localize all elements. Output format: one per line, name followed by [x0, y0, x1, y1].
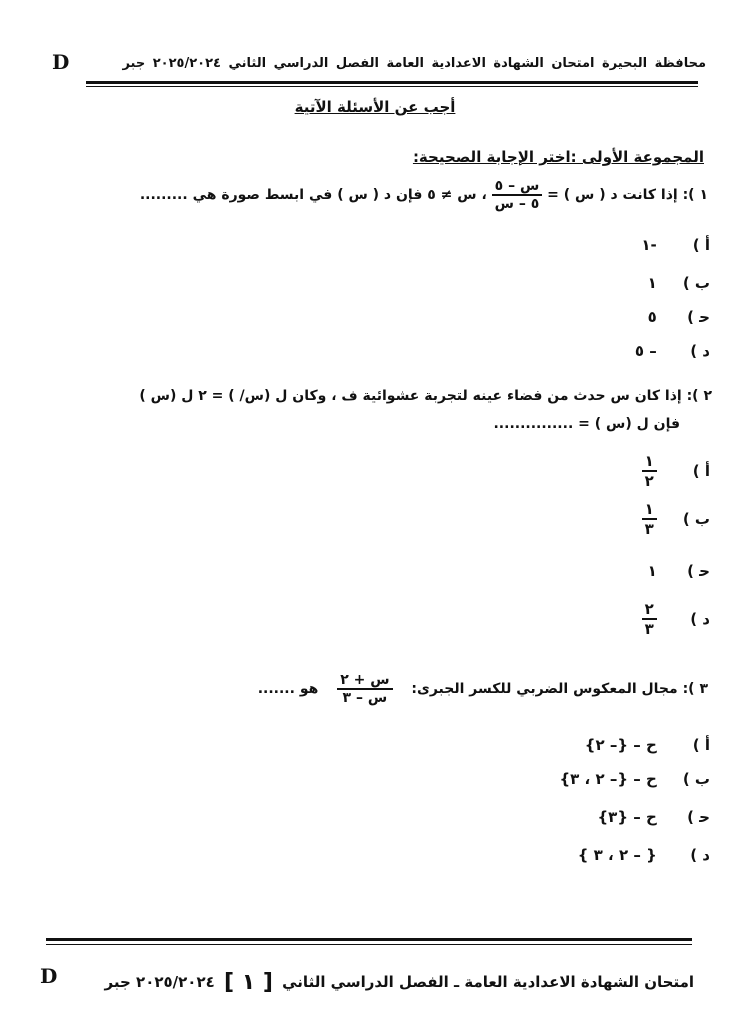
- footer-rule-thin: [46, 944, 692, 945]
- option-label: ب ): [682, 274, 710, 292]
- option-value: ح – {– ٢}: [584, 736, 657, 754]
- q3-option-a[interactable]: [585, 736, 710, 754]
- option-label: ب ): [682, 509, 710, 528]
- option-label: ﺣ ): [687, 562, 710, 580]
- question-text-after: هو .......: [257, 681, 319, 697]
- fraction-numerator: س – ٥: [492, 178, 543, 196]
- question-1: [140, 178, 708, 212]
- option-value: ٥: [647, 308, 657, 326]
- option-label: د ): [690, 342, 710, 360]
- option-label: أ ): [692, 461, 710, 480]
- question-number: ١ ):: [682, 187, 708, 203]
- header-rule: [86, 81, 698, 84]
- fraction-numerator: ٢: [642, 600, 657, 620]
- q3-option-d[interactable]: [578, 846, 710, 864]
- question-text: إذا كان س حدث من فضاء عينه لتجربة عشوائية ف ، وكان ل (س/ ) = ٢ ل (س ): [139, 388, 682, 404]
- option-value: -١: [641, 236, 657, 254]
- question-text: إذا كانت د ( س ) =: [547, 187, 678, 203]
- option-label: ﺣ ): [687, 808, 710, 826]
- option-fraction: [642, 500, 657, 538]
- option-value: ١: [647, 562, 657, 580]
- question-3: [258, 672, 708, 706]
- q1-option-a[interactable]: [641, 236, 710, 254]
- question-number: ٢ ):: [686, 388, 712, 404]
- footer-page-number: [ ١ ]: [224, 970, 273, 995]
- option-label: د ): [690, 609, 710, 628]
- question-2-line-2: فإن ل (س ) = ...............: [493, 416, 680, 432]
- q3-option-c[interactable]: [597, 808, 710, 826]
- option-label: د ): [690, 846, 710, 864]
- question-text: مجال المعكوس الضربي للكسر الجبرى:: [411, 681, 678, 697]
- fraction-denominator: ٢: [644, 472, 654, 490]
- q1-option-c[interactable]: [648, 308, 710, 326]
- q3-option-b[interactable]: [559, 770, 710, 788]
- footer-text: [105, 970, 694, 995]
- header-rule-thin: [86, 86, 698, 87]
- page-header: [52, 50, 706, 78]
- fraction-denominator: س – ٣: [342, 690, 388, 706]
- option-label: أ ): [692, 236, 710, 254]
- option-label: أ ): [692, 736, 710, 754]
- fraction-denominator: ٥ – س: [494, 196, 540, 212]
- fraction-numerator: ١: [642, 500, 657, 520]
- question-number: ٣ ):: [682, 681, 708, 697]
- section-title: المجموعة الأولى :اختر الإجابة الصحيحة:: [412, 148, 704, 166]
- fraction-numerator: ١: [642, 452, 657, 472]
- header-form-letter: D: [52, 50, 70, 74]
- option-value: – ٥: [634, 342, 657, 360]
- q1-option-b[interactable]: [648, 274, 710, 292]
- option-value: { – ٢ ، ٣ }: [577, 846, 657, 864]
- q2-option-b[interactable]: [642, 500, 710, 538]
- option-value: ١: [647, 274, 657, 292]
- option-fraction: [642, 452, 657, 490]
- footer-rule: [46, 938, 692, 941]
- page-footer: [40, 966, 694, 996]
- fraction-denominator: ٣: [644, 620, 654, 638]
- question-text-after: ، س ≠ ٥ فإن د ( س ) في ابسط صورة هي .........: [139, 187, 487, 203]
- question-fraction: [492, 178, 543, 212]
- q2-option-d[interactable]: [642, 600, 710, 638]
- question-fraction: [337, 672, 392, 706]
- footer-exam-title: امتحان الشهادة الاعدادية العامة ـ الفصل الدراسي الثاني: [282, 973, 694, 991]
- q2-option-c[interactable]: [648, 562, 710, 580]
- footer-year-subject: ٢٠٢٥/٢٠٢٤ جبر: [104, 973, 215, 991]
- option-value: ح – {– ٢ ، ٣}: [559, 770, 657, 788]
- q1-option-d[interactable]: [635, 342, 710, 360]
- question-2: [139, 388, 712, 404]
- fraction-denominator: ٣: [644, 520, 654, 538]
- option-label: ب ): [682, 770, 710, 788]
- footer-form-letter: D: [40, 964, 58, 988]
- option-value: ح – {٣}: [597, 808, 657, 826]
- option-label: ﺣ ): [687, 308, 710, 326]
- option-fraction: [642, 600, 657, 638]
- fraction-numerator: س + ٢: [337, 672, 392, 690]
- instruction-title: أجب عن الأسئلة الآتية: [294, 98, 456, 116]
- header-text: محافظة البحيرة امتحان الشهادة الاعدادية العامة الفصل الدراسي الثاني ٢٠٢٥/٢٠٢٤ جبر: [122, 56, 706, 71]
- q2-option-a[interactable]: [642, 452, 710, 490]
